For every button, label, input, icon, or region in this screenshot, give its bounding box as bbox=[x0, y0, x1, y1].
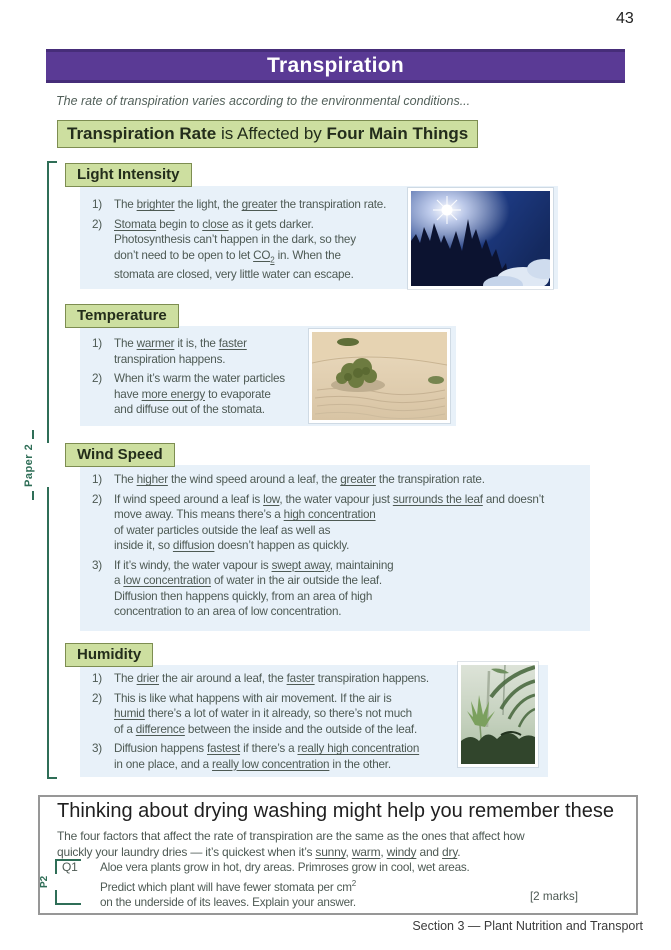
question-marks: [2 marks] bbox=[529, 890, 578, 903]
list-number: 1) bbox=[92, 337, 102, 350]
section-label-light-intensity: Light Intensity bbox=[65, 163, 192, 187]
desert-photo-art bbox=[312, 332, 447, 420]
question-paper-tag: P2 bbox=[39, 875, 50, 889]
list-number: 1) bbox=[92, 473, 102, 486]
question-bracket-top-vert bbox=[55, 859, 57, 874]
rainforest-photo bbox=[458, 662, 538, 767]
list-item bbox=[92, 741, 452, 772]
list-item bbox=[92, 671, 452, 687]
list-text: The drier the air around a leaf, the faster transpiration happens. bbox=[114, 672, 429, 685]
sun-sky-photo bbox=[408, 188, 553, 289]
page-title: Transpiration bbox=[267, 54, 404, 77]
list-number: 2) bbox=[92, 217, 102, 231]
section-label-wind-speed: Wind Speed bbox=[65, 443, 175, 467]
summary-body: The four factors that affect the rate of transpiration are the same as the ones that affect how quickly your laundry dries — it’s quickest when it’s sunny, warm, windy and dry. bbox=[57, 829, 525, 859]
temperature-list bbox=[92, 336, 332, 422]
list-item bbox=[92, 492, 584, 554]
light-intensity-list bbox=[92, 197, 414, 287]
list-number: 3) bbox=[92, 742, 102, 755]
paper2-bracket-upper-line bbox=[47, 161, 49, 443]
desert-photo bbox=[309, 329, 450, 423]
list-number: 2) bbox=[92, 691, 102, 705]
section-label-humidity: Humidity bbox=[65, 643, 153, 667]
list-text: Stomata begin to close as it gets darker. Photosynthesis can’t happen in the dark, so they don’t need to be open to let $CO_2$ in. When the stomata are closed, very little water can escape. bbox=[114, 217, 356, 282]
list-number: 3) bbox=[92, 558, 102, 572]
tagline: The rate of transpiration varies according to the environmental conditions... bbox=[56, 94, 471, 108]
humidity-list bbox=[92, 671, 452, 776]
summary-title: Thinking about drying washing might help you remember these bbox=[57, 800, 614, 822]
list-text: The warmer it is, the faster transpiration happens. bbox=[114, 337, 247, 366]
page-title-bar bbox=[46, 49, 625, 83]
list-text: If wind speed around a leaf is low, the water vapour just surrounds the leaf and doesn’t move away. This means there’s a high concentration of water particles outside the leaf as well as inside it, so diffusion doesn’t happen as quickly. bbox=[114, 492, 545, 552]
list-item bbox=[92, 691, 452, 738]
list-number: 2) bbox=[92, 492, 102, 506]
section-label-temperature: Temperature bbox=[65, 304, 179, 328]
paper2-bracket-lower-line bbox=[47, 487, 49, 779]
question-number: Q1 bbox=[62, 860, 78, 874]
wind-speed-list bbox=[92, 472, 584, 624]
list-item bbox=[92, 558, 584, 620]
list-number: 2) bbox=[92, 372, 102, 385]
paper2-bracket-bottom-tick bbox=[47, 777, 57, 779]
list-text: Diffusion happens fastest if there’s a really high concentration in one place, and a really low concentration in the other. bbox=[114, 742, 420, 771]
question-bracket-bottom bbox=[55, 903, 81, 905]
page-footer: Section 3 — Plant Nutrition and Transport bbox=[412, 919, 643, 933]
question-text: Aloe vera plants grow in hot, dry areas. Primroses grow in cool, wet areas. Predict which plant will have fewer stomata per $cm^2$ on the underside of its leaves. Explain your answer. bbox=[100, 861, 470, 909]
list-item bbox=[92, 472, 584, 488]
list-text: If it’s windy, the water vapour is swept away, maintaining a low concentration of water in the air outside the leaf. Diffusion then happens quickly, from an area of high concentration to an area of low concentration. bbox=[114, 558, 394, 618]
paper2-side-label: Paper 2 bbox=[23, 443, 35, 487]
paper2-label-dash-bottom bbox=[32, 491, 34, 500]
list-item bbox=[92, 336, 332, 367]
list-text: This is like what happens with air movement. If the air is humid there’s a lot of water in it already, so there’s not much of a difference between the inside and the outside of the leaf. bbox=[114, 691, 417, 736]
list-text: The higher the wind speed around a leaf, the greater the transpiration rate. bbox=[114, 473, 485, 486]
list-text: When it’s warm the water particles have more energy to evaporate and diffuse out of the stomata. bbox=[114, 372, 285, 416]
main-heading: Transpiration Rate is Affected by Four Main Things bbox=[57, 120, 478, 148]
list-item bbox=[92, 197, 414, 213]
rainforest-photo-art bbox=[461, 665, 535, 764]
page-number: 43 bbox=[616, 10, 634, 27]
list-text: The brighter the light, the greater the transpiration rate. bbox=[114, 198, 387, 211]
sun-sky-photo-art bbox=[411, 191, 550, 286]
list-number: 1) bbox=[92, 198, 102, 211]
list-item bbox=[92, 371, 332, 418]
list-item bbox=[92, 217, 414, 283]
list-number: 1) bbox=[92, 672, 102, 685]
